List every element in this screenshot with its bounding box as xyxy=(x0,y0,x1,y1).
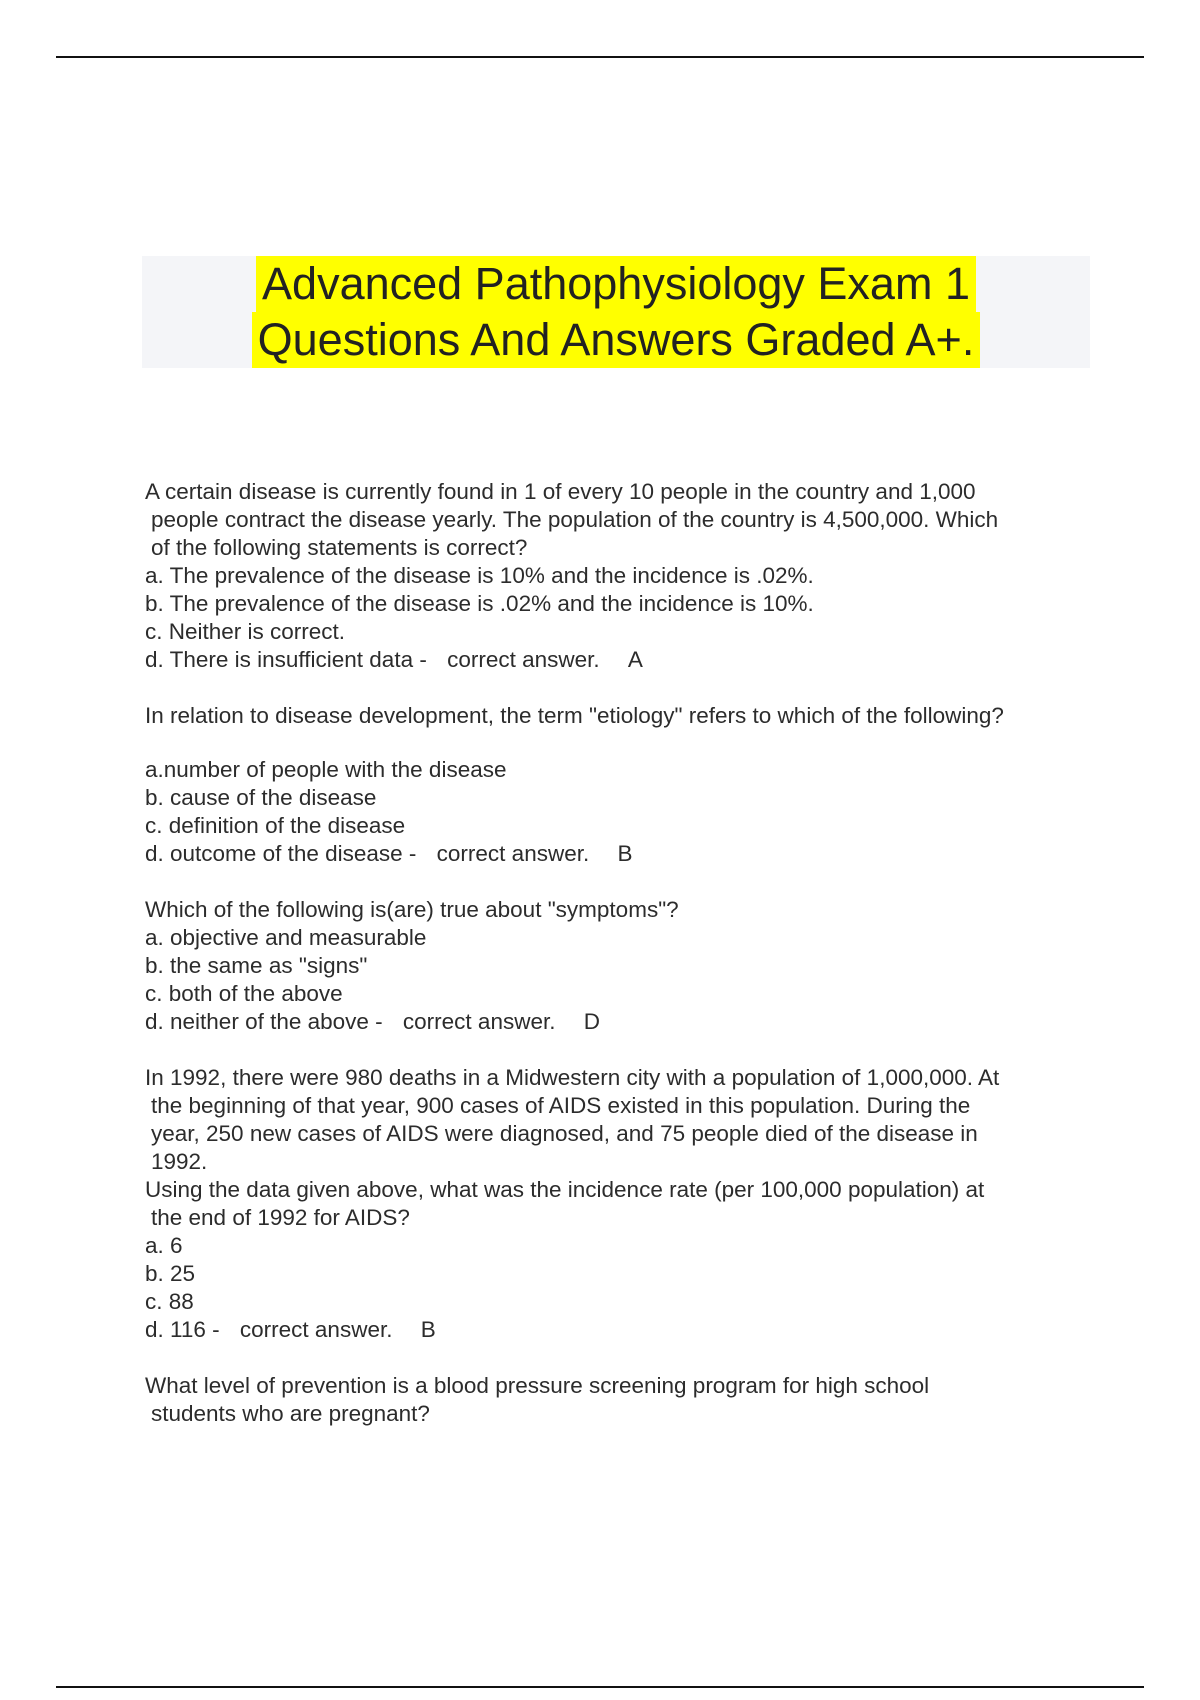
question-list xyxy=(145,478,1090,1456)
option-a: a. The prevalence of the disease is 10% and the incidence is .02%. xyxy=(145,563,814,588)
option-c: c. both of the above xyxy=(145,981,343,1006)
option-a: a. 6 xyxy=(145,1233,183,1258)
question-stem-line: Using the data given above, what was the incidence rate (per 100,000 population) at xyxy=(145,1177,985,1202)
option-d-with-answer xyxy=(145,646,1090,674)
option-d: d. There is insufficient data - xyxy=(145,647,427,672)
option-b: b. 25 xyxy=(145,1261,196,1286)
question-1 xyxy=(145,478,1090,674)
question-stem-line: In relation to disease development, the term "etiology" refers to which of the following? xyxy=(145,703,1004,728)
top-rule xyxy=(56,56,1144,58)
question-stem-line: In 1992, there were 980 deaths in a Midwestern city with a population of 1,000,000. At xyxy=(145,1065,1000,1090)
option-b: b. cause of the disease xyxy=(145,785,377,810)
question-stem-line: students who are pregnant? xyxy=(151,1401,430,1426)
question-stem-line: year, 250 new cases of AIDS were diagnosed, and 75 people died of the disease in xyxy=(151,1121,978,1146)
title-line-2: Questions And Answers Graded A+. xyxy=(252,312,981,368)
question-5 xyxy=(145,1372,1090,1428)
question-stem-line: the beginning of that year, 900 cases of AIDS existed in this population. During the xyxy=(151,1093,971,1118)
answer-label: correct answer. xyxy=(447,647,600,672)
question-4 xyxy=(145,1064,1090,1344)
answer-label: correct answer. xyxy=(239,1317,393,1342)
option-d: d. neither of the above - xyxy=(145,1009,383,1034)
question-stem-line: Which of the following is(are) true about "symptoms"? xyxy=(145,897,679,922)
option-d-with-answer xyxy=(145,1008,1090,1036)
option-c: c. definition of the disease xyxy=(145,813,406,838)
bottom-rule xyxy=(56,1686,1144,1688)
option-a: a. objective and measurable xyxy=(145,925,427,950)
question-stem-line: people contract the disease yearly. The population of the country is 4,500,000. Which xyxy=(151,507,999,532)
option-b: b. The prevalence of the disease is .02% and the incidence is 10%. xyxy=(145,591,814,616)
question-stem-line: What level of prevention is a blood pressure screening program for high school xyxy=(145,1373,930,1398)
option-d-with-answer xyxy=(145,1316,1090,1344)
option-a: a.number of people with the disease xyxy=(145,757,507,782)
question-stem-line: the end of 1992 for AIDS? xyxy=(151,1205,410,1230)
option-d: d. outcome of the disease - xyxy=(145,841,417,866)
answer-label: correct answer. xyxy=(436,841,590,866)
answer-label: correct answer. xyxy=(402,1009,556,1034)
answer-letter: D xyxy=(583,1009,600,1034)
option-c: c. Neither is correct. xyxy=(145,619,346,644)
question-stem-line: 1992. xyxy=(151,1149,208,1174)
answer-letter: B xyxy=(420,1317,436,1342)
title-line-1: Advanced Pathophysiology Exam 1 xyxy=(256,256,976,312)
answer-letter: B xyxy=(617,841,633,866)
question-stem-line: A certain disease is currently found in 1 of every 10 people in the country and 1,000 xyxy=(145,479,976,504)
answer-letter: A xyxy=(627,647,643,672)
option-d-with-answer xyxy=(145,840,1090,868)
question-stem-line: of the following statements is correct? xyxy=(151,535,528,560)
option-d: d. 116 - xyxy=(145,1317,220,1342)
option-c: c. 88 xyxy=(145,1289,194,1314)
title-block xyxy=(142,256,1090,368)
option-b: b. the same as "signs" xyxy=(145,953,368,978)
question-2 xyxy=(145,702,1090,868)
question-3 xyxy=(145,896,1090,1036)
